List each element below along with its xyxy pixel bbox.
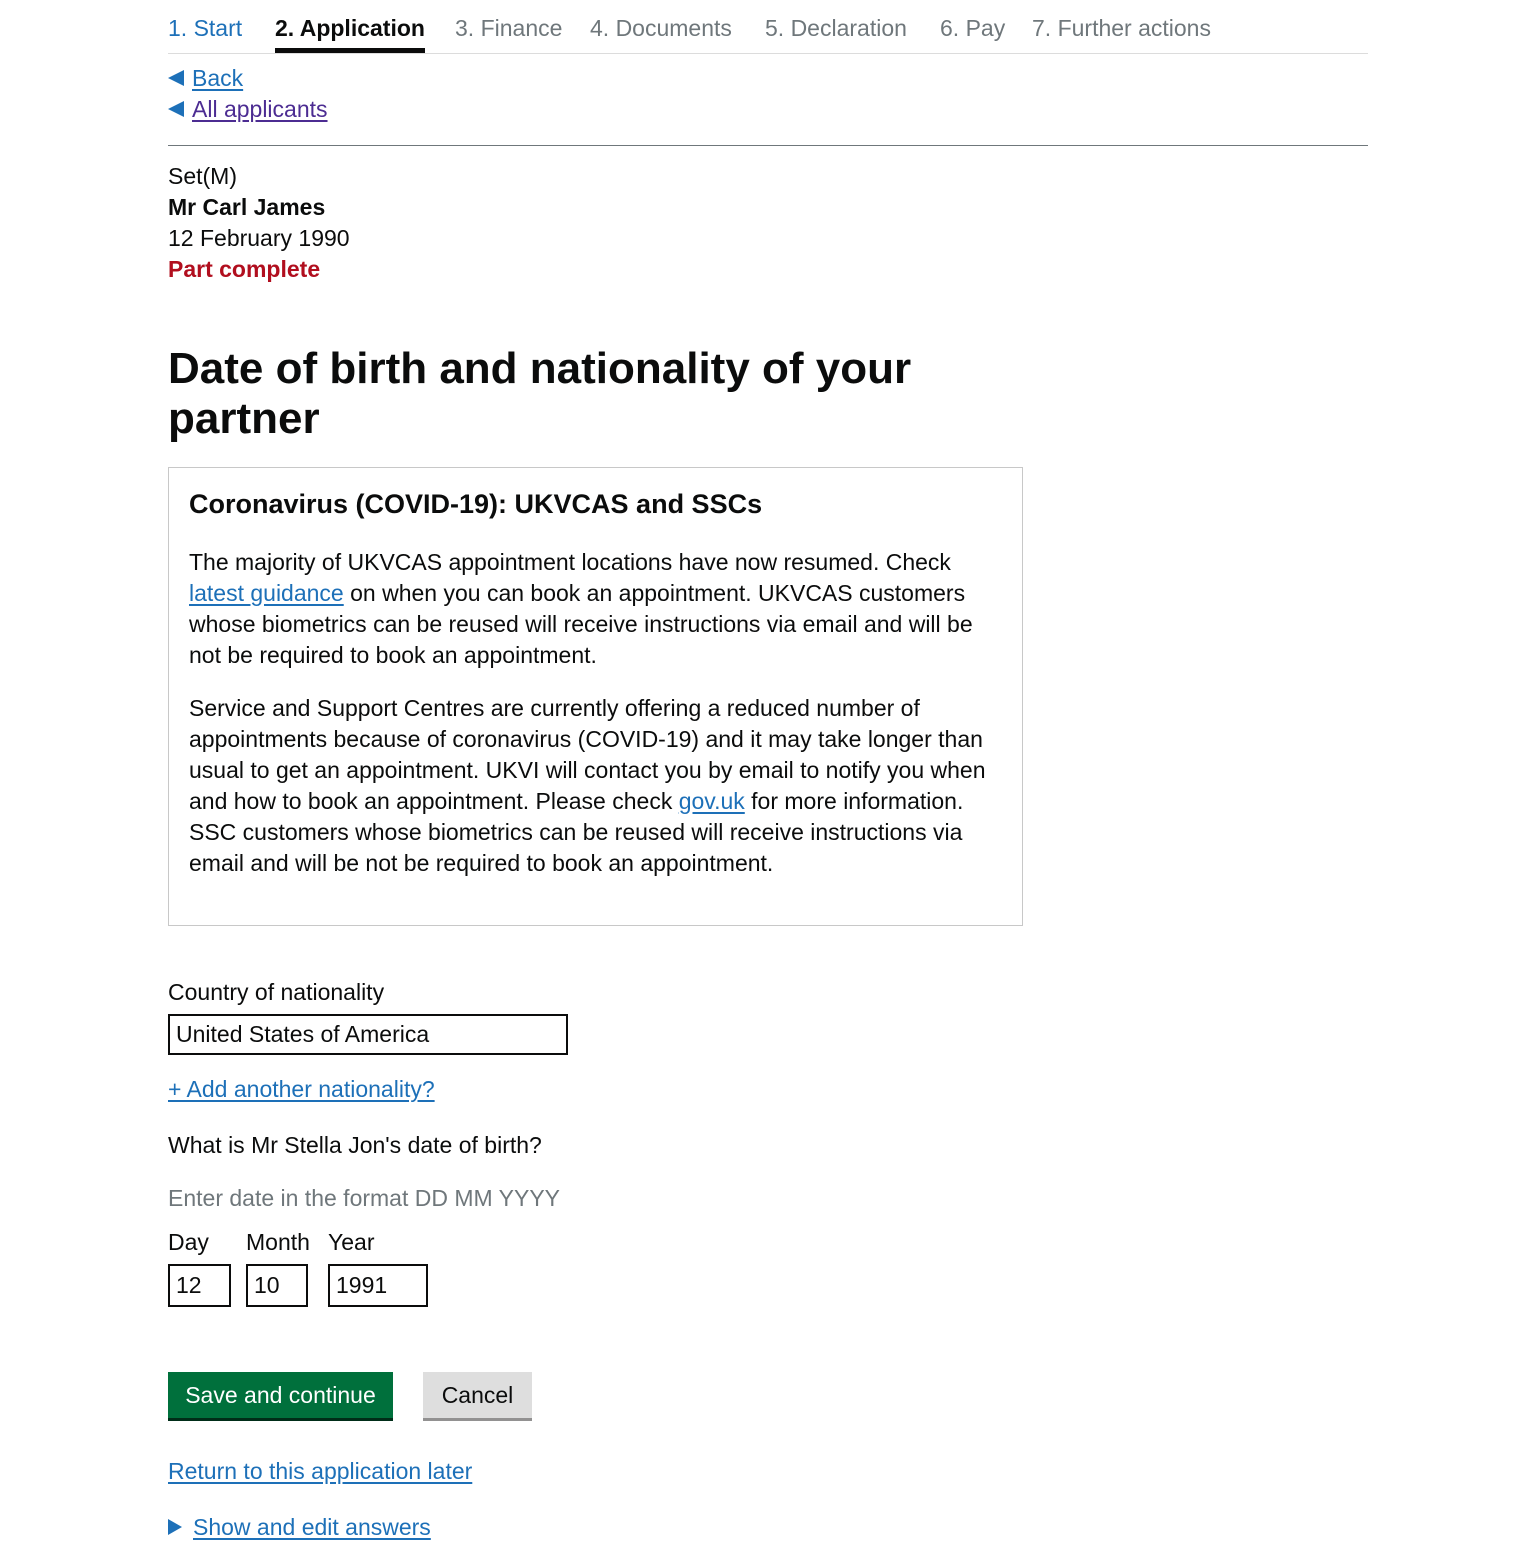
step-declaration: 5. Declaration — [765, 15, 907, 41]
step-finance: 3. Finance — [455, 15, 563, 41]
dob-question: What is Mr Stella Jon's date of birth? — [168, 1132, 542, 1158]
covid-notice-panel — [168, 467, 1023, 926]
notice-paragraph-1 — [189, 547, 989, 671]
notice-text: on when you can book an appointment. UKVCAS customers whose biometrics can be reused will receive instructions via email and will be not be required to book an appointment. — [189, 580, 973, 668]
step-navigation — [168, 0, 1368, 54]
month-input[interactable] — [246, 1264, 308, 1307]
status-badge: Part complete — [168, 256, 321, 282]
step-pay: 6. Pay — [940, 15, 1006, 41]
back-link[interactable]: Back — [192, 65, 244, 91]
add-nationality-link[interactable]: + Add another nationality? — [168, 1076, 435, 1102]
step-documents: 4. Documents — [590, 15, 732, 41]
step-further-actions: 7. Further actions — [1032, 15, 1211, 41]
page-title: Date of birth and nationality of your partner — [168, 344, 912, 443]
notice-text: for more information. SSC customers whose biometrics can be reused will receive instructions via email and will be not be required to book an appointment. — [189, 788, 964, 876]
applicant-set: Set(M) — [168, 163, 237, 189]
day-label: Day — [168, 1229, 209, 1255]
return-later-link[interactable]: Return to this application later — [168, 1458, 473, 1484]
back-link-row[interactable] — [168, 63, 243, 93]
gov-uk-link[interactable]: gov.uk — [678, 788, 745, 814]
step-application: 2. Application — [275, 12, 425, 53]
applicant-name: Mr Carl James — [168, 194, 326, 220]
day-input[interactable] — [168, 1264, 231, 1307]
month-label: Month — [246, 1229, 310, 1255]
cancel-button[interactable]: Cancel — [423, 1372, 532, 1418]
latest-guidance-link[interactable]: latest guidance — [189, 580, 344, 606]
show-answers-toggle[interactable] — [168, 1512, 431, 1542]
notice-heading: Coronavirus (COVID-19): UKVCAS and SSCs — [189, 489, 763, 519]
notice-paragraph-2 — [189, 693, 989, 879]
divider — [168, 145, 1368, 146]
notice-text: Service and Support Centres are currently offering a reduced number of appointments because of coronavirus (COVID-19) and it may take longer than usual to get an appointment. UKVI will contact you by email to notify you when and how to book an appointment. Please check — [189, 695, 986, 814]
nationality-label: Country of nationality — [168, 979, 385, 1005]
back-arrow-icon — [168, 70, 184, 86]
dob-hint: Enter date in the format DD MM YYYY — [168, 1185, 561, 1211]
all-applicants-link-row[interactable] — [168, 94, 328, 124]
nationality-input[interactable] — [168, 1014, 568, 1055]
back-arrow-icon — [168, 101, 184, 117]
step-start[interactable]: 1. Start — [168, 15, 243, 41]
year-label: Year — [328, 1229, 375, 1255]
all-applicants-link[interactable]: All applicants — [192, 96, 328, 122]
expand-arrow-icon — [168, 1519, 182, 1535]
notice-text: The majority of UKVCAS appointment locations have now resumed. Check — [189, 549, 951, 575]
save-and-continue-button[interactable]: Save and continue — [168, 1372, 393, 1418]
applicant-dob: 12 February 1990 — [168, 225, 350, 251]
show-edit-answers-link[interactable]: Show and edit answers — [193, 1514, 431, 1540]
year-input[interactable] — [328, 1264, 428, 1307]
